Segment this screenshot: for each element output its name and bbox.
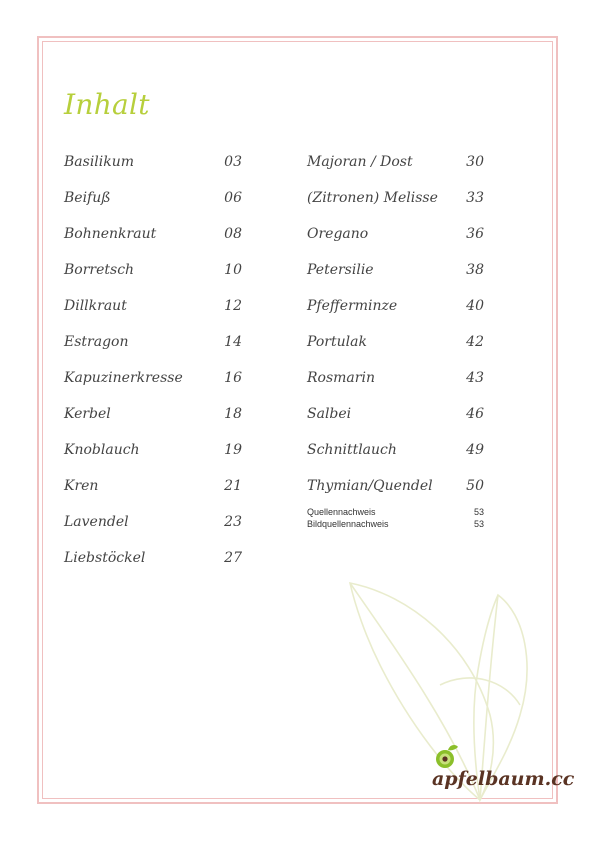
toc-entry-page: 33 — [466, 190, 484, 206]
toc-entry-name: Dillkraut — [64, 298, 127, 314]
toc-entry-page: 23 — [224, 514, 242, 530]
toc-entry-name: Rosmarin — [307, 370, 375, 386]
toc-left-column — [64, 150, 242, 582]
toc-entry[interactable] — [307, 258, 484, 294]
toc-entry-name: Kapuzinerkresse — [64, 370, 183, 386]
toc-entry-name: Schnittlauch — [307, 442, 397, 458]
toc-entry-page: 43 — [466, 370, 484, 386]
toc-entry-page: 49 — [466, 442, 484, 458]
toc-entry[interactable] — [64, 186, 242, 222]
toc-entry-name: Lavendel — [64, 514, 129, 530]
toc-entry-name: Kerbel — [64, 406, 111, 422]
toc-entry-page: 12 — [224, 298, 242, 314]
toc-entry-page: 16 — [224, 370, 242, 386]
toc-entry-page: 10 — [224, 262, 242, 278]
toc-entry-name: Oregano — [307, 226, 369, 242]
toc-entry[interactable] — [307, 186, 484, 222]
toc-entry[interactable] — [307, 474, 484, 510]
toc-entry-page: 40 — [466, 298, 484, 314]
toc-entry[interactable] — [64, 546, 242, 582]
apple-icon — [434, 742, 462, 770]
sources-entry[interactable] — [307, 518, 484, 530]
toc-entry[interactable] — [64, 222, 242, 258]
brand-text: apfelbaum.cc — [432, 768, 575, 790]
toc-entry[interactable] — [307, 330, 484, 366]
sources-list — [307, 506, 484, 530]
toc-entry-name: Salbei — [307, 406, 352, 422]
sources-entry-page: 53 — [473, 519, 484, 529]
toc-entry-page: 27 — [224, 550, 242, 566]
toc-entry-name: Borretsch — [64, 262, 135, 278]
toc-entry-name: Majoran / Dost — [307, 154, 413, 170]
toc-entry[interactable] — [64, 294, 242, 330]
sources-entry-name: Quellennachweis — [307, 507, 376, 517]
toc-entry-page: 06 — [224, 190, 242, 206]
toc-entry-name: Basilikum — [64, 154, 135, 170]
toc-entry-page: 21 — [224, 478, 242, 494]
toc-entry[interactable] — [64, 402, 242, 438]
sources-entry[interactable] — [307, 506, 484, 518]
toc-right-column — [307, 150, 484, 510]
toc-entry[interactable] — [307, 150, 484, 186]
toc-entry[interactable] — [64, 510, 242, 546]
toc-entry-name: Pfefferminze — [307, 298, 398, 314]
toc-entry-page: 18 — [224, 406, 242, 422]
toc-entry[interactable] — [307, 438, 484, 474]
toc-entry-page: 08 — [224, 226, 242, 242]
toc-entry[interactable] — [307, 366, 484, 402]
toc-entry-name: Knoblauch — [64, 442, 140, 458]
toc-entry[interactable] — [307, 294, 484, 330]
toc-entry-page: 46 — [466, 406, 484, 422]
toc-entry[interactable] — [64, 438, 242, 474]
toc-entry-page: 50 — [466, 478, 484, 494]
toc-entry-name: Beifuß — [64, 190, 111, 206]
toc-entry[interactable] — [64, 330, 242, 366]
toc-entry-page: 38 — [466, 262, 484, 278]
toc-entry-page: 42 — [466, 334, 484, 350]
toc-entry-name: Kren — [64, 478, 99, 494]
sources-entry-name: Bildquellennachweis — [307, 519, 389, 529]
toc-entry-name: Portulak — [307, 334, 367, 350]
toc-entry-name: (Zitronen) Melisse — [307, 190, 438, 206]
toc-entry-page: 36 — [466, 226, 484, 242]
toc-entry[interactable] — [64, 150, 242, 186]
toc-entry[interactable] — [307, 222, 484, 258]
toc-entry[interactable] — [307, 402, 484, 438]
toc-entry-name: Bohnenkraut — [64, 226, 157, 242]
toc-entry-page: 19 — [224, 442, 242, 458]
toc-entry-name: Liebstöckel — [64, 550, 146, 566]
toc-entry-name: Estragon — [64, 334, 129, 350]
brand-logo[interactable] — [430, 742, 575, 802]
sources-entry-page: 53 — [473, 507, 484, 517]
toc-entry-page: 30 — [466, 154, 484, 170]
page-title: Inhalt — [64, 88, 150, 121]
toc-entry[interactable] — [64, 474, 242, 510]
toc-entry-name: Thymian/Quendel — [307, 478, 433, 494]
toc-entry[interactable] — [64, 366, 242, 402]
toc-entry-name: Petersilie — [307, 262, 374, 278]
toc-entry-page: 14 — [224, 334, 242, 350]
toc-entry-page: 03 — [224, 154, 242, 170]
toc-entry[interactable] — [64, 258, 242, 294]
